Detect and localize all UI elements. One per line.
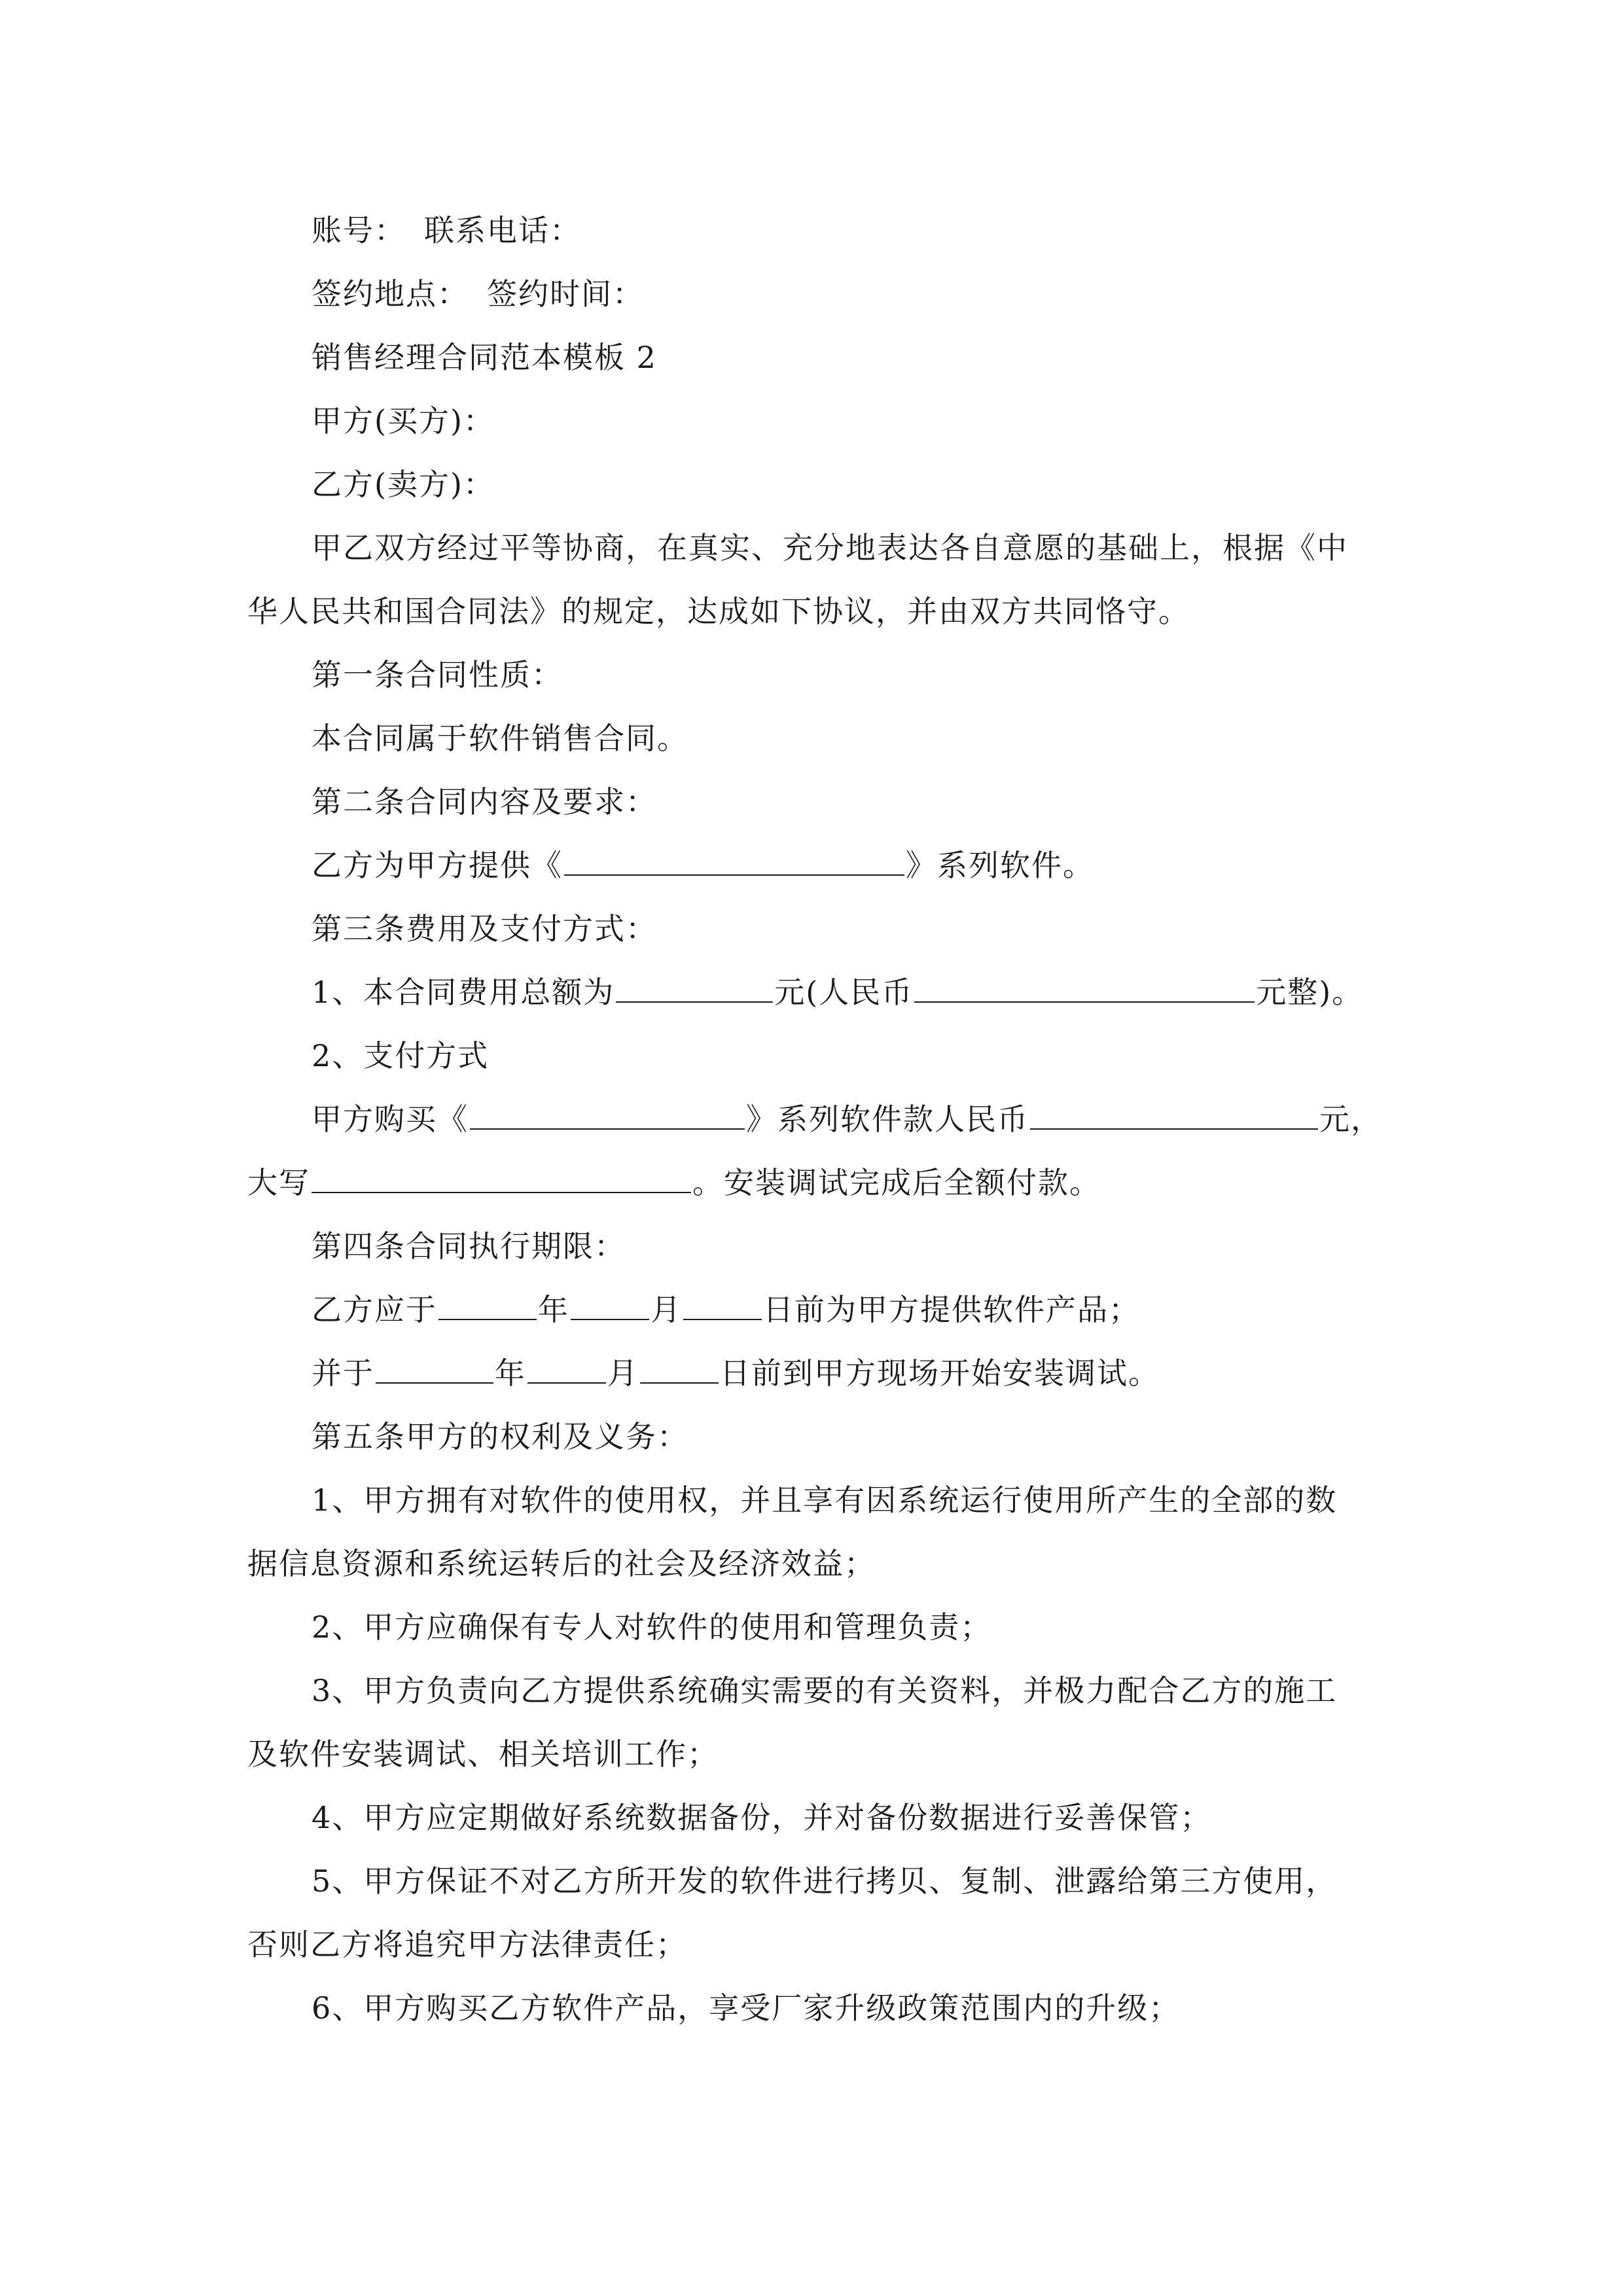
payment-text-e: 。安装调试完成后全额付款。 [692,1165,1101,1200]
article-2-heading: 第二条合同内容及要求： [312,784,657,819]
payment-method-heading: 2、支付方式 [312,1038,490,1073]
article-1-heading: 第一条合同性质： [312,657,563,692]
delivery-text-d: 日前为甲方提供软件产品； [763,1292,1140,1327]
payment-text-b: 》系列软件款人民币 [746,1102,1029,1137]
party-a-label: 甲方(买方)： [312,403,495,439]
installation-year-blank[interactable] [376,1354,493,1384]
clause-2: 2、甲方应确保有专人对软件的使用和管理负责； [312,1609,992,1645]
clause-5-line-1: 5、甲方保证不对乙方所开发的软件进行拷贝、复制、泄露给第三方使用， [312,1863,1338,1899]
installation-day-blank[interactable] [640,1354,719,1384]
account-phone-line [312,211,581,250]
installation-date-line [312,1354,1160,1393]
payment-words-blank[interactable] [312,1163,691,1193]
article-5-heading: 第五条甲方的权利及义务： [312,1419,688,1454]
payment-line-1 [312,1100,1382,1139]
installation-text-b: 年 [495,1355,526,1391]
clause-6: 6、甲方购买乙方软件产品，享受厂家升级政策范围内的升级； [312,1990,1181,2026]
delivery-text-a: 乙方应于 [312,1292,437,1327]
phone-label: 联系电话： [424,213,581,248]
article-3-heading: 第三条费用及支付方式： [312,911,657,946]
delivery-text-b: 年 [538,1292,569,1327]
payment-text-c: 元， [1319,1102,1382,1137]
delivery-date-line [312,1290,1140,1329]
clause-1-line-2: 据信息资源和系统运转后的社会及经济效益； [247,1546,876,1581]
signing-place-label: 签约地点： [312,276,469,312]
article-2-text-a: 乙方为甲方提供《 [312,848,563,883]
account-label: 账号： [312,213,406,248]
purchase-software-blank[interactable] [470,1100,745,1130]
delivery-text-c: 月 [651,1292,682,1327]
fee-total-text-b: 元(人民币 [774,975,914,1010]
preamble-line-1: 甲乙双方经过平等协商，在真实、充分地表达各自意愿的基础上，根据《中 [312,530,1348,565]
delivery-day-blank[interactable] [683,1290,762,1320]
clause-3-line-1: 3、甲方负责向乙方提供系统确实需要的有关资料，并极力配合乙方的施工 [312,1673,1338,1708]
party-b-label: 乙方(卖方)： [312,467,495,502]
article-2-text-b: 》系列软件。 [906,848,1094,883]
delivery-year-blank[interactable] [438,1290,537,1320]
article-4-heading: 第四条合同执行期限： [312,1229,626,1264]
fee-amount-blank[interactable] [616,973,773,1003]
payment-line-2 [247,1163,1101,1202]
preamble-line-2: 华人民共和国合同法》的规定，达成如下协议，并由双方共同恪守。 [247,594,1190,629]
installation-month-blank[interactable] [527,1354,606,1384]
installation-text-d: 日前到甲方现场开始安装调试。 [720,1355,1160,1391]
article-1-text: 本合同属于软件销售合同。 [312,721,688,756]
installation-text-c: 月 [607,1355,639,1391]
template-title: 销售经理合同范本模板 2 [312,340,657,375]
software-name-blank[interactable] [564,846,904,876]
clause-5-line-2: 否则乙方将追究甲方法律责任； [247,1927,687,1962]
signing-time-label: 签约时间： [487,276,644,312]
payment-text-a: 甲方购买《 [312,1102,469,1137]
fee-rmb-words-blank[interactable] [914,973,1255,1003]
installation-text-a: 并于 [312,1355,374,1391]
clause-3-line-2: 及软件安装调试、相关培训工作； [247,1736,719,1772]
fee-total-text-c: 元整)。 [1256,975,1364,1010]
clause-1-line-1: 1、甲方拥有对软件的使用权，并且享有因系统运行使用所产生的全部的数 [312,1482,1338,1518]
signing-place-time-line [312,274,644,314]
clause-4: 4、甲方应定期做好系统数据备份，并对备份数据进行妥善保管； [312,1800,1212,1835]
delivery-month-blank[interactable] [571,1290,649,1320]
fee-total-line [312,973,1363,1012]
fee-total-text-a: 1、本合同费用总额为 [312,975,615,1010]
payment-amount-blank[interactable] [1030,1100,1318,1130]
payment-text-d: 大写 [247,1165,310,1200]
article-2-text [312,846,1094,885]
